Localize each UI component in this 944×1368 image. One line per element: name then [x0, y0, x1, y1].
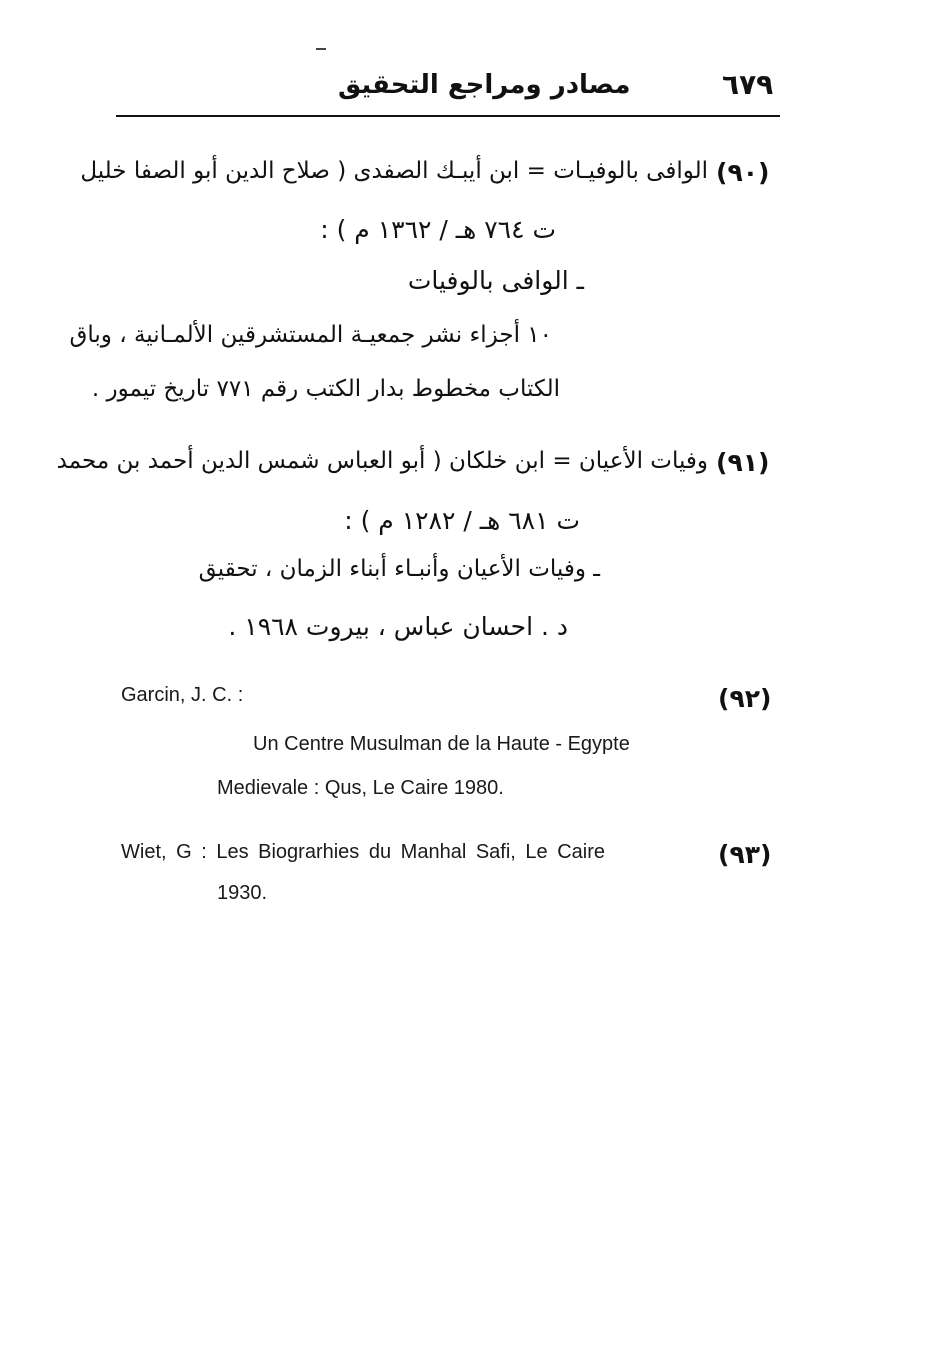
entry-line: Wiet, G : Les Biograrhies du Manhal Safi, Le Caire	[121, 841, 605, 863]
entry-line: ـ الوافى بالوفيات	[407, 266, 584, 295]
entry-line: الوافى بالوفيـات = ابن أيبـك الصفدى ( صلاح الدين أبو الصفا خليل	[80, 158, 708, 184]
entry-number: (٩١)	[716, 448, 770, 477]
entry-number: (٩٠)	[716, 158, 770, 187]
entry-author: Garcin, J. C. :	[121, 684, 244, 706]
entry-line: الكتاب مخطوط بدار الكتب رقم ٧٧١ تاريخ تيمور .	[91, 376, 560, 402]
entry-number: (٩٢)	[718, 684, 772, 713]
running-title: مصادر ومراجع التحقيق	[338, 70, 631, 100]
entry-line: وفيات الأعيان = ابن خلكان ( أبو العباس شمس الدين أحمد بن محمد	[56, 448, 708, 474]
entry-line: Medievale : Qus, Le Caire 1980.	[217, 777, 504, 799]
top-mark	[316, 48, 326, 50]
entry-line: ـ وفيات الأعيان وأنبـاء أبناء الزمان ، تحقيق	[198, 556, 600, 582]
entry-number: (٩٣)	[718, 840, 772, 869]
entry-line: 1930.	[217, 882, 268, 904]
entry-line: Un Centre Musulman de la Haute - Egypte	[253, 733, 630, 755]
page-number: ٦٧٩	[722, 68, 774, 101]
entry-line: ١٠ أجزاء نشر جمعيـة المستشرقين الألمـانية ، وباق	[69, 322, 552, 348]
entry-line: د . احسان عباس ، بيروت ١٩٦٨ .	[228, 612, 568, 641]
entry-line: ت ٦٨١ هـ / ١٢٨٢ م ) :	[344, 506, 580, 535]
header-rule	[116, 115, 780, 117]
entry-line: ت ٧٦٤ هـ / ١٣٦٢ م ) :	[320, 215, 556, 244]
